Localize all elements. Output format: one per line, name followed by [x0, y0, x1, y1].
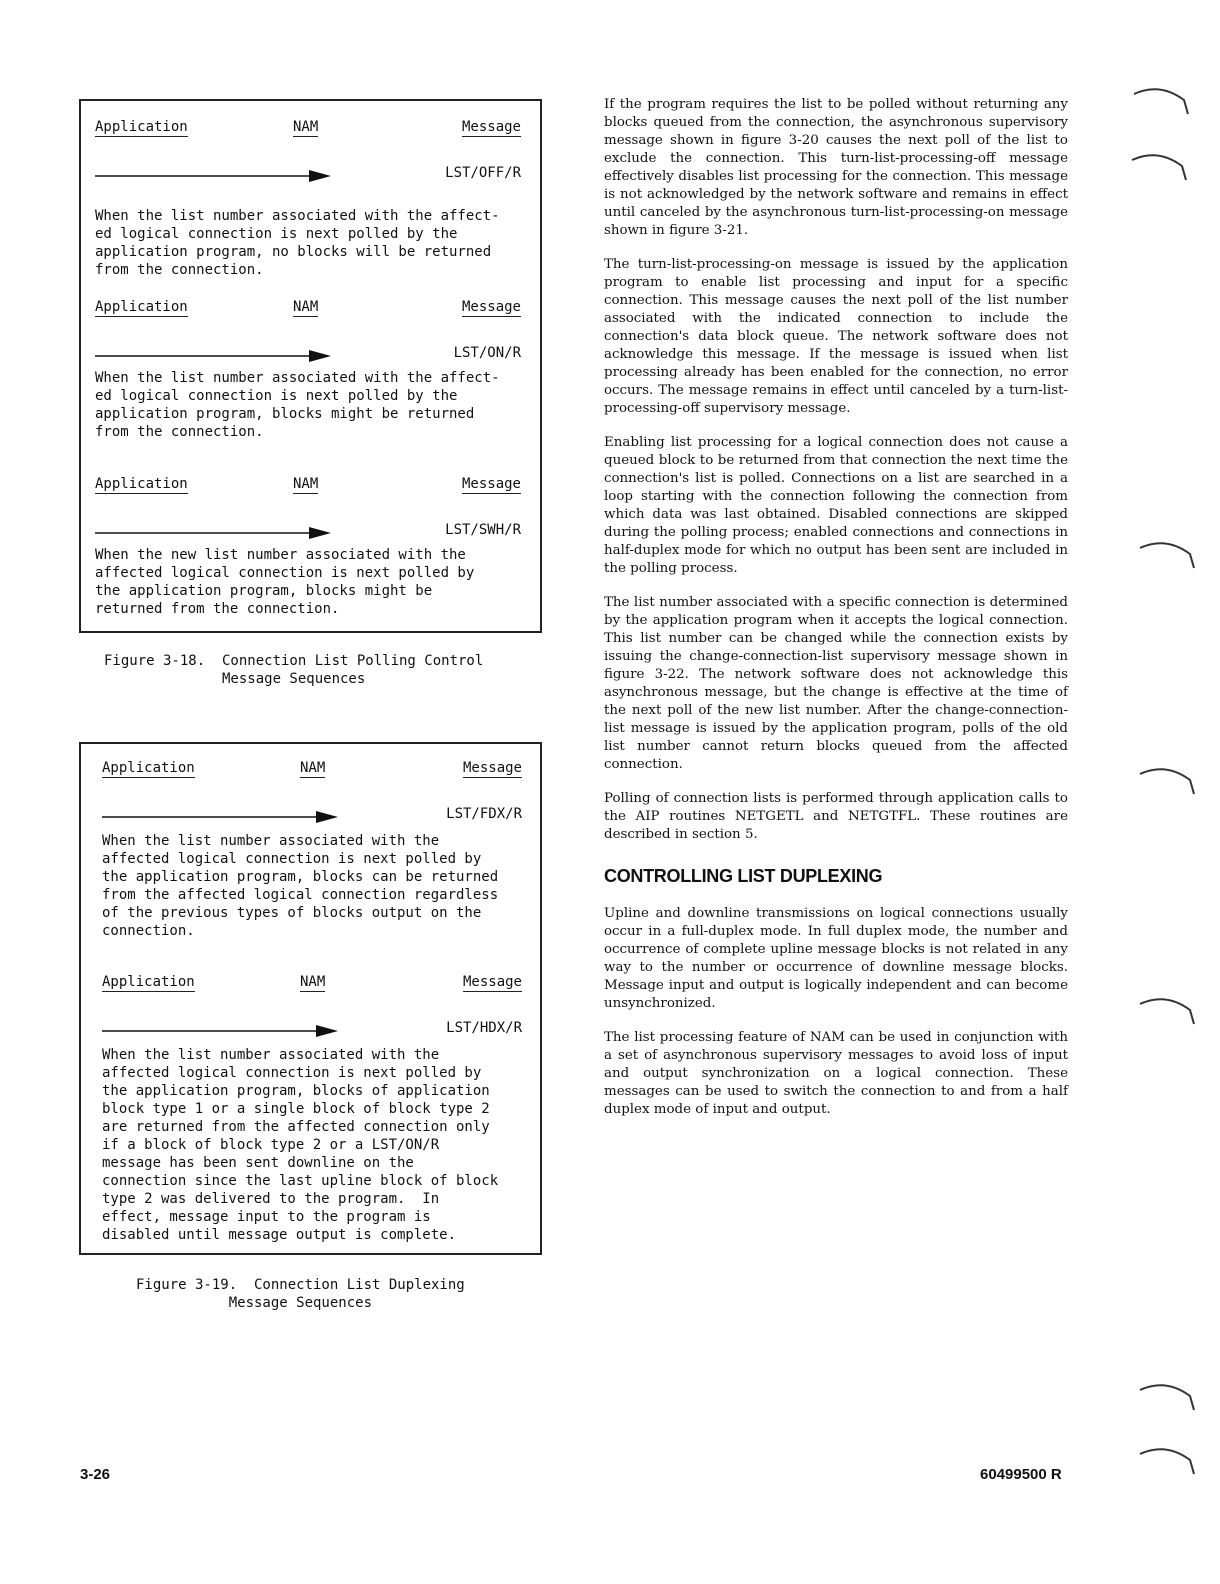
right-arrow-icon [95, 169, 331, 183]
binder-hole-mark-icon [1136, 534, 1206, 574]
right-arrow-icon [102, 810, 338, 824]
body-paragraph: The list processing feature of NAM can be used in conjunction with a set of asynchronous supervisory messages to avoid loss of input and output synchronization on a logical connection. These messages can be used to switch the connection to and from a half duplex mode of input and output. [604, 1030, 1068, 1117]
body-paragraph: Polling of connection lists is performed through application calls to the AIP routines NETGETL and NETGTFL. These routines are described in section 5. [604, 791, 1068, 842]
binder-hole-mark-icon [1136, 1440, 1206, 1480]
sequence-lst-hdx [102, 974, 522, 1244]
message-label: Message [462, 974, 522, 990]
body-paragraph: If the program requires the list to be polled without returning any blocks queued from the connection, the asynchronous supervisory message shown in figure 3-20 causes the next poll of the list to exclude the connection. This turn-list-processing-off message effectively disables list processing for the connection. This message is not acknowledged by the network software and remains in effect until canceled by the asynchronous turn-list-processing-on message shown in figure 3-21. [604, 97, 1068, 238]
sequence-lst-off [95, 119, 521, 278]
binder-hole-mark-icon [1128, 146, 1198, 186]
application-label: Application [95, 299, 188, 315]
right-arrow-icon [102, 1024, 338, 1038]
sequence-lst-fdx [102, 760, 522, 960]
message-code: LST/HDX/R [446, 1020, 522, 1036]
body-paragraph: Enabling list processing for a logical connection does not cause a queued block to be returned from that connection the next time the connection's list is polled. Connections on a list are searched in a loop starting with the connection following the connection from which data was last obtained. Disabled connections are skipped during the polling process; enabled connections and connections in half-duplex mode for which no output has been sent are included in the polling process. [604, 435, 1068, 576]
application-label: Application [95, 476, 188, 492]
binder-hole-mark-icon [1136, 1376, 1206, 1416]
sequence-description: When the new list number associated with the affected logical connection is next polled by the application program, blocks might be returned from the connection. [95, 547, 475, 617]
figure-3-19-box [79, 742, 542, 1255]
message-code: LST/ON/R [453, 345, 521, 361]
right-arrow-icon [95, 526, 331, 540]
binder-hole-mark-icon [1136, 760, 1206, 800]
nam-label: NAM [300, 974, 326, 990]
binder-hole-mark-icon [1130, 80, 1200, 120]
sequence-description: When the list number associated with the affected logical connection is next polled by the application program, blocks of application block type 1 or a single block of block type 2 are returned from the affected connection only if a block of block type 2 or a LST/ON/R message has been sent downline on the connection since the last upline block of block type 2 was delivered to the program. In effect, message input to the program is disabled until message output is complete. [102, 1047, 499, 1243]
sequence-description: When the list number associated with the affect- ed logical connection is next polled by the application program, no blocks will be returned from the connection. [95, 208, 500, 278]
nam-label: NAM [300, 760, 326, 776]
document-number: 60499500 R [980, 1466, 1062, 1483]
message-label: Message [461, 299, 521, 315]
body-paragraph: The turn-list-processing-on message is issued by the application program to enable list processing and input for a specific connection. This message causes the next poll of the list number associated with the indicated connection to include the connection's data block queue. The network software does not acknowledge this message. If the message is issued when list processing already has been enabled for the connection, no error occurs. The message remains in effect until canceled by a turn-list-processing-off supervisory message. [604, 257, 1068, 416]
message-code: LST/SWH/R [445, 522, 521, 538]
message-label: Message [462, 760, 522, 776]
nam-label: NAM [293, 476, 319, 492]
nam-label: NAM [293, 299, 319, 315]
message-label: Message [461, 476, 521, 492]
figure-3-18-box [79, 99, 542, 633]
right-text-column [604, 96, 1068, 1135]
body-paragraph: Upline and downline transmissions on logical connections usually occur in a full-duplex mode. In full duplex mode, the number and occurrence of complete upline message blocks is not related in any way to the number or occurrence of downline message blocks. Message input and output is logically independent and can become unsynchronized. [604, 906, 1068, 1011]
message-code: LST/OFF/R [445, 165, 521, 181]
body-paragraph: The list number associated with a specific connection is determined by the application program when it accepts the logical connection. This list number can be changed while the connection exists by issuing the change-connection-list supervisory message shown in figure 3-22. The network software does not acknowledge this asynchronous message, but the change is effective at the time of the next poll of the new list number. After the change-connection-list message is issued by the application program, polls of the old list number cannot return blocks queued from the affected connection. [604, 595, 1068, 772]
application-label: Application [95, 119, 188, 135]
message-code: LST/FDX/R [446, 806, 522, 822]
sequence-description: When the list number associated with the affected logical connection is next polled by the application program, blocks can be returned from the affected logical connection regardless of the previous types of blocks output on the connection. [102, 833, 499, 939]
figure-3-19-caption: Figure 3-19. Connection List Duplexing Message Sequences [136, 1277, 465, 1311]
figure-3-18-caption: Figure 3-18. Connection List Polling Control Message Sequences [104, 653, 484, 687]
application-label: Application [102, 760, 195, 776]
sequence-description: When the list number associated with the affect- ed logical connection is next polled by the application program, blocks might be returned from the connection. [95, 370, 500, 440]
sequence-lst-swh [95, 476, 521, 626]
page-number: 3-26 [80, 1466, 111, 1483]
section-heading: CONTROLLING LIST DUPLEXING [604, 866, 883, 886]
message-label: Message [461, 119, 521, 135]
application-label: Application [102, 974, 195, 990]
nam-label: NAM [293, 119, 319, 135]
binder-hole-mark-icon [1136, 990, 1206, 1030]
right-arrow-icon [95, 349, 331, 363]
sequence-lst-on [95, 299, 521, 449]
